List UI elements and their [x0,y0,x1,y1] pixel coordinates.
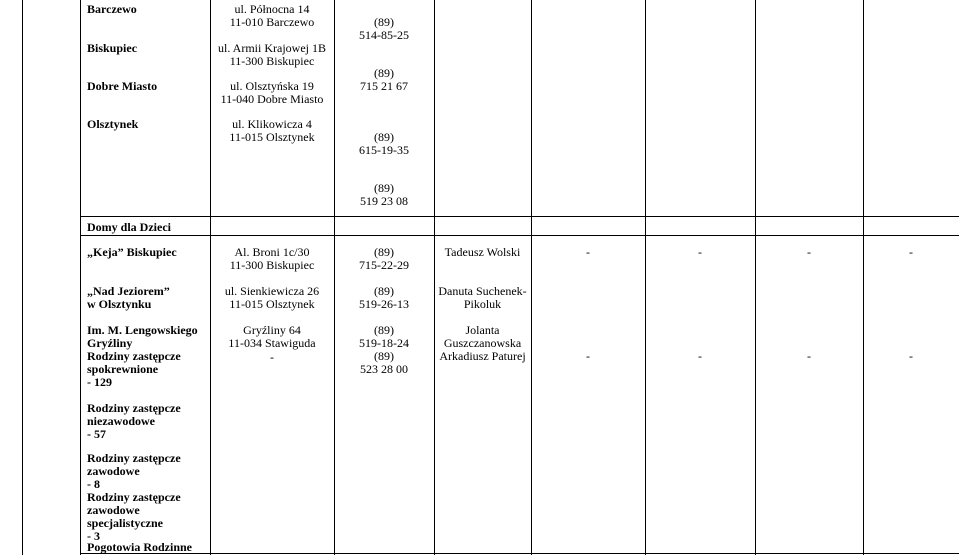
empty-cell-dash: - [807,245,811,259]
phone-line: 715 21 67 [360,79,408,93]
foster-line: - 129 [87,375,112,389]
phone-line: 615-19-35 [359,143,409,157]
grid-line [80,235,959,236]
phone-line: (89) [374,284,394,298]
empty-cell-dash: - [698,349,702,363]
phone-line: 519-18-24 [359,336,409,350]
grid-line [863,0,864,555]
phone-line: (89) [374,349,394,363]
grid-line [755,0,756,555]
address-line: - [270,350,274,364]
phone-line: 514-85-25 [359,28,409,42]
city-name: Barczewo [87,2,137,16]
foster-line: - 8 [87,477,100,491]
home-name: w Olsztynku [87,297,152,311]
foster-line: Rodziny zastępcze [87,451,181,465]
phone-line: 519 23 08 [360,194,408,208]
phone-line: (89) [374,66,394,80]
director-name: Jolanta [465,323,500,337]
grid-line [22,0,23,555]
grid-line [80,553,959,554]
foster-line: Pogotowia Rodzinne [87,540,192,554]
home-name: Gryźliny [87,336,133,350]
foster-line: Rodziny zastępcze [87,401,181,415]
phone-line: (89) [374,15,394,29]
phone-line: (89) [374,181,394,195]
address-line: 11-034 Stawiguda [228,336,316,350]
phone-line: 519-26-13 [359,297,409,311]
phone-line: (89) [374,323,394,337]
foster-line: specjalistyczne [87,516,163,530]
grid-line [531,0,532,555]
foster-line: - 3 [87,529,100,543]
director-name: Pikoluk [463,297,502,311]
address-line: ul. Armii Krajowej 1B [218,41,326,55]
foster-line: - 57 [87,427,106,441]
phone-line: (89) [374,245,394,259]
foster-line: zawodowe [87,464,140,478]
address-line: 11-010 Barczewo [229,15,315,29]
address-line: ul. Klikowicza 4 [232,117,312,131]
director-name: Tadeusz Wolski [444,245,521,259]
empty-cell-dash: - [909,245,913,259]
address-line: Al. Broni 1c/30 [234,245,310,259]
address-line: ul. Północna 14 [234,2,310,16]
empty-cell-dash: - [807,349,811,363]
section-header: Domy dla Dzieci [87,220,171,234]
grid-line [80,216,959,217]
address-line: ul. Sienkiewicza 26 [224,284,320,298]
phone-line: (89) [374,130,394,144]
address-line: 11-300 Biskupiec [229,54,315,68]
city-name: Olsztynek [87,117,139,131]
grid-line [434,0,435,555]
empty-cell-dash: - [698,245,702,259]
foster-line: zawodowe [87,503,140,517]
foster-line: Rodziny zastępcze [87,490,181,504]
director-name: Guszczanowska [443,336,522,350]
grid-line [645,0,646,555]
home-name: Im. M. Lengowskiego [87,323,198,337]
director-name: Danuta Suchenek- [438,284,527,298]
grid-line [80,0,81,555]
empty-cell-dash: - [586,245,590,259]
phone-line: 523 28 00 [360,362,408,376]
empty-cell-dash: - [586,349,590,363]
phone-line: 715-22-29 [359,258,409,272]
address-line: Gryźliny 64 [243,323,301,337]
city-name: Dobre Miasto [87,79,158,93]
address-line: 11-300 Biskupiec [229,258,315,272]
home-name: „Nad Jeziorem” [87,284,170,298]
address-line: 11-040 Dobre Miasto [220,92,324,106]
address-line: 11-015 Olsztynek [229,297,315,311]
foster-line: niezawodowe [87,414,155,428]
address-line: ul. Olsztyńska 19 [230,79,314,93]
foster-line: Rodziny zastępcze [87,349,181,363]
city-name: Biskupiec [87,41,138,55]
director-name: Arkadiusz Paturej [439,349,526,363]
address-line: 11-015 Olsztynek [229,130,315,144]
home-name: „Keja” Biskupiec [87,245,177,259]
empty-cell-dash: - [909,349,913,363]
foster-line: spokrewnione [87,362,159,376]
